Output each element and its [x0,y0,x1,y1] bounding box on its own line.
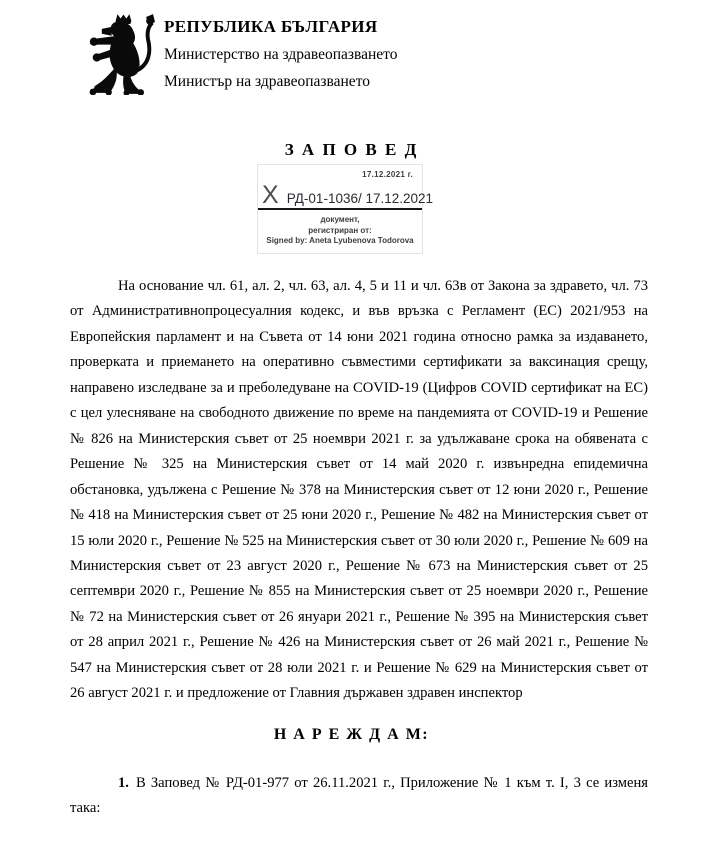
order-heading: Н А Р Е Ж Д А М: [273,725,430,743]
ministry-name: Министерство на здравеопазването [164,46,398,63]
signature-x-icon: X [262,181,279,210]
stamp-signed-by: Signed by: Aneta Lyubenova Todorova [266,236,414,245]
coat-of-arms-lion-icon [88,14,155,95]
country-name: РЕПУБЛИКА БЪЛГАРИЯ [164,17,378,36]
stamp-caption [258,215,422,247]
stamp-date: 17.12.2021 г. [362,170,413,179]
stamp-number-row [258,181,434,210]
stamp-caption-line2: регистриран от: [308,225,372,235]
order-registration-number: РД-01-1036/ 17.12.2021 [286,191,434,206]
stamp-caption-line1: документ, [320,215,360,224]
letterhead-text [164,14,398,95]
registration-stamp [257,164,434,254]
order-item-1 [70,771,648,822]
order-item-1-text: В Заповед № РД-01-977 от 26.11.2021 г., Приложение № 1 към т. I, 3 се изменя така: [70,774,648,817]
order-item-1-number: 1. [118,774,129,791]
minister-title: Министър на здравеопазването [164,73,371,90]
preamble-paragraph: На основание чл. 61, ал. 2, чл. 63, ал. 4, 5 и 11 и чл. 63в от Закона за здравето, чл. 73 от Административнопроцесуалния кодекс, и във връзка с Регламент (ЕС) 2021/953 на Европейския парламент и на Съвета от 14 юни 2021 година относно рамка за издаването, проверката и приемането на оперативно съвместими сертификати за ваксинация срещу, направено изследване за и преболедуване на COVID-19 (Цифров COVID сертификат на ЕС) с цел улесняване на свободното движение по време на пандемията от COVID-19 и Решение № 826 на Министерския съвет от 25 ноември 2021 г. за удължаване срока на обявената с Решение № 325 на Министерския съвет от 14 май 2020 г. извънредна епидемична обстановка, удължена с Решение № 378 на Министерския съвет от 12 юни 2020 г., Решение № 418 на Министерския съвет от 25 юни 2020 г., Решение № 482 на Министерския съвет от 15 юли 2020 г., Решение № 525 на Министерския съвет от 30 юли 2020 г., Решение № 609 на Министерския съвет от 23 август 2020 г., Решение № 673 на Министерския съвет от 25 септември 2020 г., Решение № 855 на Министерския съвет от 25 ноември 2020 г., Решение № 72 на Министерския съвет от 26 януари 2021 г., Решение № 395 на Министерския съвет от 28 април 2021 г., Решение № 426 на Министерския съвет от 26 май 2021 г., Решение № 547 на Министерския съвет от 28 юли 2021 г. и Решение № 629 на Министерския съвет от 26 август 2021 г. и предложение от Главния държавен здравен инспектор [70,278,648,702]
letterhead [88,14,703,95]
document-title: З А П О В Е Д [284,140,419,159]
